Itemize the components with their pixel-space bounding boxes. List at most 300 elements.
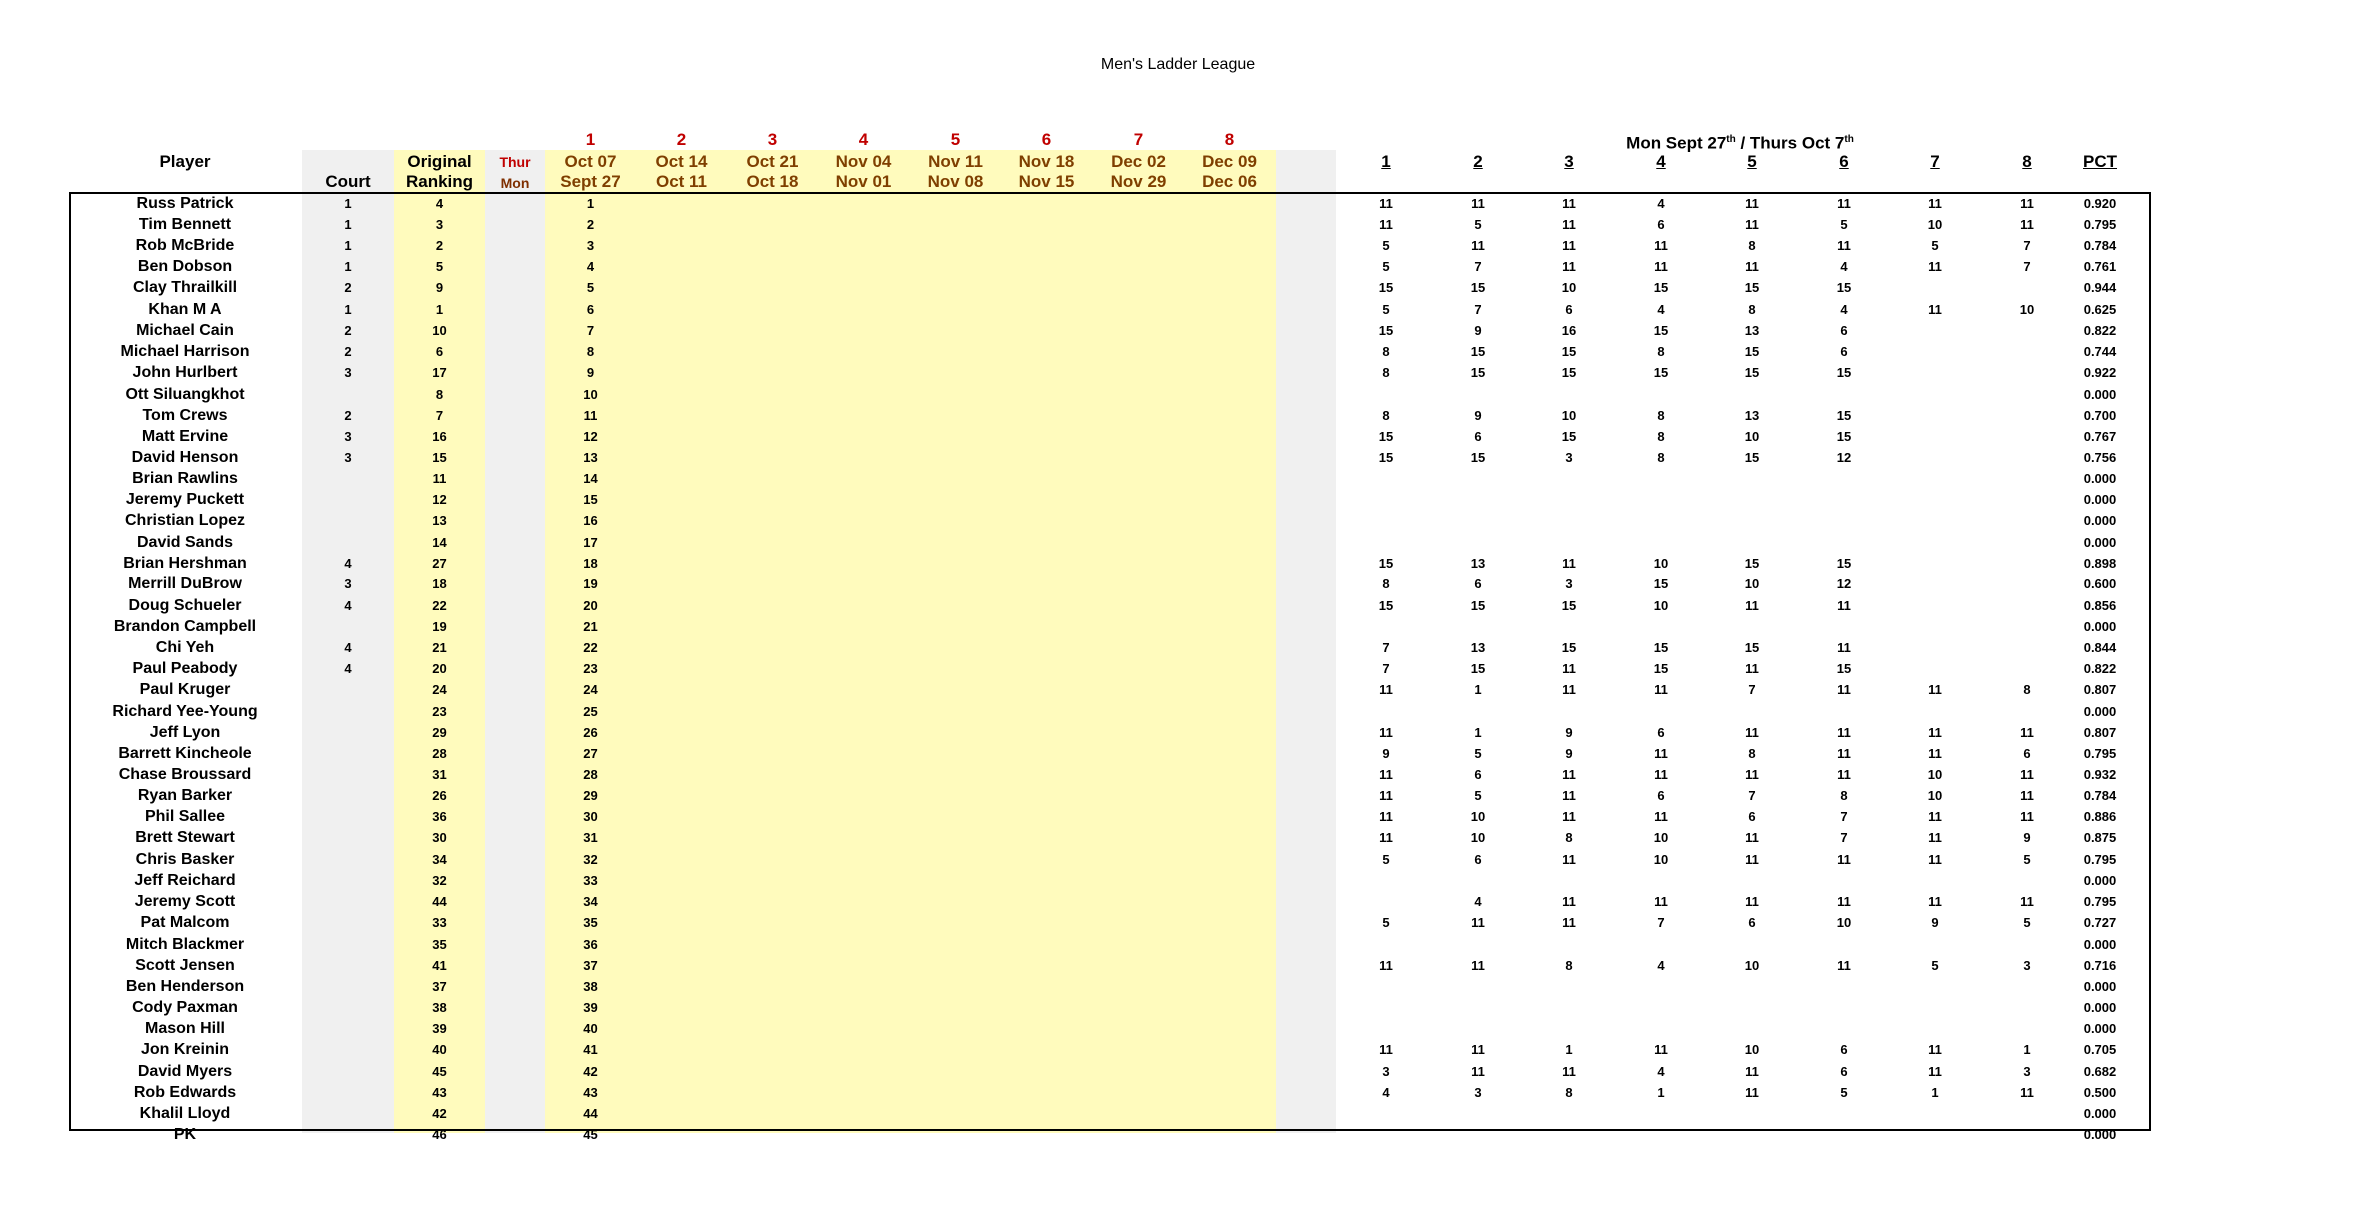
score-section-title: Mon Sept 27th / Thurs Oct 7th [1626, 133, 1854, 153]
score-cell: 11 [1654, 682, 1668, 697]
score-cell: 4 [1657, 302, 1665, 317]
score-cell: 5 [1382, 238, 1390, 253]
current-ranking-cell: 27 [583, 746, 598, 761]
court-cell: 2 [344, 280, 352, 295]
original-ranking-cell: 44 [432, 894, 447, 909]
table-row [0, 1061, 2356, 1082]
score-cell: 5 [1840, 1085, 1848, 1100]
score-cell: 3 [2023, 958, 2031, 973]
player-name: Jeff Reichard [134, 872, 236, 889]
original-ranking-cell: 26 [432, 788, 447, 803]
score-cell: 11 [1654, 767, 1668, 782]
week-mon-date-header: Dec 06 [1202, 172, 1257, 191]
pct-cell: 0.784 [2083, 788, 2117, 803]
score-cell: 6 [1657, 217, 1665, 232]
table-row [0, 595, 2356, 616]
table-row [0, 997, 2356, 1018]
score-cell: 11 [1471, 1064, 1485, 1079]
score-cell: 11 [1562, 238, 1576, 253]
current-ranking-cell: 11 [583, 408, 598, 423]
table-row [0, 341, 2356, 362]
player-name: Christian Lopez [124, 512, 245, 529]
current-ranking-cell: 8 [586, 344, 595, 359]
court-cell: 1 [344, 238, 352, 253]
pct-cell: 0.705 [2083, 1042, 2117, 1057]
week-number-header: 5 [950, 130, 961, 149]
score-cell: 6 [1840, 344, 1848, 359]
score-column-header: 8 [2022, 152, 2032, 171]
score-cell: 11 [1654, 259, 1668, 274]
score-cell: 6 [1748, 809, 1756, 824]
score-cell: 10 [1470, 830, 1486, 845]
pct-cell: 0.000 [2083, 535, 2117, 550]
score-cell: 3 [2023, 1064, 2031, 1079]
current-ranking-cell: 1 [586, 196, 595, 211]
court-cell: 4 [344, 640, 352, 655]
table-row [0, 489, 2356, 510]
current-ranking-cell: 21 [583, 619, 598, 634]
current-ranking-cell: 38 [583, 979, 598, 994]
table-row [0, 827, 2356, 848]
table-row [0, 553, 2356, 574]
score-cell: 15 [1378, 429, 1394, 444]
player-name: Jon Kreinin [140, 1041, 229, 1058]
player-name: Rob McBride [135, 237, 235, 254]
score-cell: 11 [1654, 746, 1668, 761]
score-cell: 15 [1561, 598, 1577, 613]
table-row [0, 849, 2356, 870]
table-row [0, 214, 2356, 235]
score-cell: 11 [1562, 767, 1576, 782]
current-ranking-cell: 39 [583, 1000, 598, 1015]
table-row [0, 658, 2356, 679]
court-cell: 3 [344, 450, 352, 465]
pct-cell: 0.000 [2083, 387, 2117, 402]
week-thur-date-header: Nov 11 [928, 152, 983, 171]
score-cell: 15 [1378, 556, 1394, 571]
pct-cell: 0.784 [2083, 238, 2117, 253]
player-name: Merrill DuBrow [128, 575, 242, 592]
player-header: Player [159, 152, 211, 171]
score-cell: 11 [2020, 894, 2034, 909]
score-cell: 13 [1470, 640, 1486, 655]
score-cell: 8 [1657, 450, 1665, 465]
score-cell: 15 [1653, 323, 1669, 338]
current-ranking-cell: 20 [583, 598, 598, 613]
pct-cell: 0.795 [2083, 746, 2117, 761]
table-row [0, 532, 2356, 553]
table-row [0, 785, 2356, 806]
player-name: Barrett Kincheole [118, 745, 252, 762]
player-name: Jeremy Puckett [125, 491, 245, 508]
score-cell: 11 [1745, 1085, 1759, 1100]
player-name: Matt Ervine [141, 428, 229, 445]
player-name: Paul Peabody [132, 660, 238, 677]
score-column-header: 1 [1381, 152, 1391, 171]
original-ranking-cell: 37 [432, 979, 447, 994]
current-ranking-cell: 30 [583, 809, 598, 824]
player-name: PK [173, 1126, 197, 1143]
week-thur-date-header: Oct 21 [746, 152, 799, 171]
original-ranking-cell: 23 [432, 704, 447, 719]
score-cell: 11 [1471, 196, 1485, 211]
score-cell: 4 [1657, 958, 1665, 973]
score-cell: 9 [1565, 746, 1573, 761]
original-ranking-cell: 21 [432, 640, 447, 655]
score-cell: 10 [1653, 852, 1669, 867]
current-ranking-cell: 33 [583, 873, 598, 888]
original-ranking-cell: 8 [435, 387, 444, 402]
score-cell: 6 [1474, 429, 1482, 444]
score-cell: 10 [1744, 429, 1760, 444]
score-cell: 10 [1927, 767, 1943, 782]
score-cell: 10 [1927, 217, 1943, 232]
week-mon-date-header: Nov 01 [835, 172, 892, 191]
score-cell: 11 [2020, 809, 2034, 824]
original-ranking-cell: 13 [432, 513, 447, 528]
score-cell: 15 [1378, 450, 1394, 465]
original-ranking-cell: 7 [435, 408, 444, 423]
court-cell: 1 [344, 259, 352, 274]
pct-cell: 0.875 [2083, 830, 2117, 845]
score-cell: 11 [1928, 1064, 1942, 1079]
score-cell: 5 [2023, 852, 2031, 867]
table-row [0, 891, 2356, 912]
score-cell: 8 [1382, 408, 1390, 423]
score-cell: 4 [1382, 1085, 1390, 1100]
player-name: Khalil Lloyd [139, 1105, 231, 1122]
score-cell: 11 [1928, 1042, 1942, 1057]
score-cell: 15 [1378, 280, 1394, 295]
score-cell: 5 [1840, 217, 1848, 232]
score-cell: 11 [1837, 640, 1851, 655]
score-cell: 11 [1654, 1042, 1668, 1057]
player-name: John Hurlbert [132, 364, 238, 381]
score-cell: 7 [2023, 259, 2031, 274]
player-name: Jeremy Scott [134, 893, 236, 910]
score-cell: 8 [1840, 788, 1848, 803]
score-column-header: 6 [1839, 152, 1849, 171]
original-ranking-cell: 17 [432, 365, 447, 380]
score-cell: 5 [1382, 852, 1390, 867]
thur-header: Thur [499, 154, 531, 170]
score-cell: 5 [2023, 915, 2031, 930]
score-cell: 3 [1565, 576, 1573, 591]
score-cell: 8 [1565, 958, 1573, 973]
table-row [0, 1103, 2356, 1124]
player-name: Brett Stewart [135, 829, 235, 846]
table-row [0, 912, 2356, 933]
score-cell: 11 [2020, 767, 2034, 782]
week-number-header: 7 [1133, 130, 1144, 149]
score-cell: 11 [1379, 958, 1393, 973]
score-cell: 9 [1474, 323, 1482, 338]
current-ranking-cell: 32 [583, 852, 598, 867]
current-ranking-cell: 28 [583, 767, 598, 782]
pct-cell: 0.898 [2083, 556, 2117, 571]
week-mon-date-header: Nov 15 [1018, 172, 1075, 191]
week-mon-date-header: Nov 08 [927, 172, 984, 191]
week-number-header: 2 [676, 130, 687, 149]
week-number-header: 3 [767, 130, 778, 149]
pct-cell: 0.767 [2083, 429, 2117, 444]
player-name: Richard Yee-Young [112, 703, 258, 720]
player-name: Cody Paxman [132, 999, 238, 1016]
player-name: Michael Harrison [120, 343, 250, 360]
player-name: Pat Malcom [140, 914, 230, 931]
score-cell: 11 [1928, 852, 1942, 867]
score-cell: 6 [1474, 576, 1482, 591]
current-ranking-cell: 3 [586, 238, 595, 253]
score-cell: 11 [1379, 788, 1393, 803]
original-ranking-cell: 10 [432, 323, 447, 338]
pct-cell: 0.500 [2083, 1085, 2117, 1100]
table-row [0, 679, 2356, 700]
score-cell: 10 [1836, 915, 1852, 930]
score-cell: 6 [2023, 746, 2031, 761]
score-cell: 9 [1474, 408, 1482, 423]
score-cell: 10 [1744, 576, 1760, 591]
score-cell: 11 [1654, 894, 1668, 909]
score-cell: 11 [1837, 746, 1851, 761]
score-cell: 11 [1379, 725, 1393, 740]
pct-cell: 0.000 [2083, 492, 2117, 507]
score-cell: 13 [1470, 556, 1486, 571]
score-cell: 8 [1748, 302, 1756, 317]
pct-cell: 0.756 [2083, 450, 2117, 465]
score-cell: 7 [1748, 788, 1756, 803]
table-row [0, 976, 2356, 997]
score-cell: 15 [1561, 344, 1577, 359]
court-cell: 2 [344, 323, 352, 338]
score-cell: 11 [1471, 915, 1485, 930]
original-ranking-cell: 2 [435, 238, 444, 253]
score-cell: 11 [1379, 767, 1393, 782]
pct-cell: 0.000 [2083, 937, 2117, 952]
pct-cell: 0.000 [2083, 471, 2117, 486]
week-thur-date-header: Oct 14 [655, 152, 708, 171]
score-cell: 11 [1562, 196, 1576, 211]
score-cell: 3 [1565, 450, 1573, 465]
original-ranking-cell: 42 [432, 1106, 447, 1121]
score-cell: 11 [2020, 725, 2034, 740]
score-cell: 4 [1657, 196, 1665, 211]
original-ranking-cell: 1 [435, 302, 444, 317]
score-cell: 11 [1562, 894, 1576, 909]
score-cell: 9 [1931, 915, 1939, 930]
table-row [0, 806, 2356, 827]
player-name: Brandon Campbell [113, 618, 257, 635]
table-row [0, 510, 2356, 531]
player-name: Khan M A [148, 301, 222, 318]
table-row [0, 870, 2356, 891]
table-row [0, 573, 2356, 594]
score-cell: 15 [1561, 640, 1577, 655]
score-cell: 11 [1379, 830, 1393, 845]
original-ranking-cell: 9 [435, 280, 444, 295]
score-cell: 11 [1562, 661, 1576, 676]
court-header: Court [325, 172, 371, 191]
original-ranking-cell: 11 [432, 471, 447, 486]
table-row [0, 468, 2356, 489]
score-cell: 15 [1470, 280, 1486, 295]
current-ranking-cell: 23 [583, 661, 598, 676]
table-row [0, 955, 2356, 976]
score-cell: 11 [1928, 302, 1942, 317]
player-name: Doug Schueler [128, 597, 242, 614]
score-cell: 7 [1382, 661, 1390, 676]
score-cell: 8 [1657, 408, 1665, 423]
current-ranking-cell: 35 [583, 915, 598, 930]
score-cell: 11 [1562, 852, 1576, 867]
original-ranking-cell: 3 [435, 217, 444, 232]
table-row [0, 256, 2356, 277]
score-cell: 8 [1565, 830, 1573, 845]
original-ranking-cell: 19 [432, 619, 447, 634]
week-thur-date-header: Oct 07 [564, 152, 617, 171]
table-row [0, 426, 2356, 447]
score-cell: 12 [1836, 450, 1852, 465]
player-name: Ben Dobson [137, 258, 233, 275]
table-row [0, 362, 2356, 383]
player-name: Russ Patrick [136, 195, 234, 212]
score-column-header: 3 [1564, 152, 1574, 171]
score-cell: 10 [1561, 408, 1577, 423]
score-cell: 7 [1474, 259, 1482, 274]
score-cell: 15 [1561, 365, 1577, 380]
score-cell: 15 [1470, 450, 1486, 465]
original-ranking-cell: 16 [432, 429, 447, 444]
score-cell: 15 [1378, 598, 1394, 613]
current-ranking-cell: 31 [583, 830, 598, 845]
score-cell: 11 [1928, 196, 1942, 211]
player-name: Rob Edwards [133, 1084, 237, 1101]
original-ranking-cell: 40 [432, 1042, 447, 1057]
score-cell: 11 [1562, 788, 1576, 803]
score-cell: 1 [1657, 1085, 1665, 1100]
original-ranking-cell: 34 [432, 852, 447, 867]
week-thur-date-header: Nov 18 [1018, 152, 1075, 171]
week-mon-date-header: Sept 27 [560, 172, 621, 191]
current-ranking-cell: 40 [583, 1021, 598, 1036]
court-cell: 1 [344, 302, 352, 317]
week-mon-date-header: Oct 11 [655, 172, 708, 191]
pct-cell: 0.682 [2083, 1064, 2117, 1079]
court-cell: 2 [344, 408, 352, 423]
player-name: Clay Thrailkill [132, 279, 238, 296]
original-ranking-cell: 36 [432, 809, 447, 824]
player-name: Chi Yeh [155, 639, 215, 656]
score-cell: 11 [1837, 238, 1851, 253]
score-cell: 6 [1748, 915, 1756, 930]
current-ranking-cell: 4 [586, 259, 595, 274]
score-cell: 8 [1382, 344, 1390, 359]
original-ranking-cell: 46 [432, 1127, 447, 1142]
pct-cell: 0.000 [2083, 1000, 2117, 1015]
original-ranking-cell: 4 [435, 196, 444, 211]
pct-cell: 0.822 [2083, 661, 2117, 676]
court-cell: 3 [344, 365, 352, 380]
player-name: David Sands [136, 534, 234, 551]
player-name: Paul Kruger [139, 681, 231, 698]
score-cell: 15 [1836, 556, 1852, 571]
score-cell: 10 [1470, 809, 1486, 824]
score-cell: 9 [1382, 746, 1390, 761]
week-number-header: 4 [858, 130, 869, 149]
current-ranking-cell: 41 [583, 1042, 598, 1057]
pct-cell: 0.744 [2083, 344, 2117, 359]
week-number-header: 8 [1224, 130, 1235, 149]
score-cell: 11 [2020, 1085, 2034, 1100]
court-cell: 4 [344, 661, 352, 676]
score-cell: 15 [1744, 556, 1760, 571]
original-header-line2: Ranking [405, 172, 474, 191]
player-name: David Henson [131, 449, 239, 466]
pct-cell: 0.922 [2083, 365, 2117, 380]
score-cell: 6 [1474, 767, 1482, 782]
score-cell: 3 [1474, 1085, 1482, 1100]
score-cell: 15 [1836, 429, 1852, 444]
score-cell: 7 [1840, 830, 1848, 845]
table-row [0, 235, 2356, 256]
score-cell: 3 [1382, 1064, 1390, 1079]
score-cell: 11 [1562, 1064, 1576, 1079]
original-ranking-cell: 30 [432, 830, 447, 845]
score-cell: 1 [1931, 1085, 1939, 1100]
player-name: Chris Basker [135, 851, 235, 868]
score-cell: 15 [1470, 661, 1486, 676]
score-column-header: 7 [1930, 152, 1940, 171]
score-cell: 5 [1474, 788, 1482, 803]
week-thur-date-header: Nov 04 [835, 152, 892, 171]
score-cell: 15 [1470, 598, 1486, 613]
score-cell: 15 [1836, 280, 1852, 295]
current-ranking-cell: 5 [586, 280, 595, 295]
pct-cell: 0.727 [2083, 915, 2117, 930]
pct-cell: 0.000 [2083, 1127, 2117, 1142]
court-cell: 4 [344, 556, 352, 571]
court-cell: 3 [344, 576, 352, 591]
player-name: Ott Siluangkhot [125, 386, 245, 403]
score-cell: 13 [1744, 408, 1760, 423]
score-cell: 10 [1653, 598, 1669, 613]
current-ranking-cell: 43 [583, 1085, 598, 1100]
player-name: Tom Crews [142, 407, 228, 424]
score-cell: 11 [1471, 1042, 1485, 1057]
pct-cell: 0.920 [2083, 196, 2117, 211]
score-cell: 11 [1745, 259, 1759, 274]
original-ranking-cell: 14 [432, 535, 447, 550]
current-ranking-cell: 42 [583, 1064, 598, 1079]
score-cell: 11 [2020, 788, 2034, 803]
score-cell: 15 [1744, 280, 1760, 295]
score-cell: 11 [2020, 196, 2034, 211]
table-row [0, 320, 2356, 341]
score-cell: 15 [1561, 429, 1577, 444]
original-ranking-cell: 28 [432, 746, 447, 761]
score-cell: 6 [1840, 1064, 1848, 1079]
current-ranking-cell: 7 [586, 323, 595, 338]
original-ranking-cell: 24 [432, 682, 447, 697]
score-cell: 11 [1562, 259, 1576, 274]
table-row [0, 193, 2356, 214]
score-cell: 10 [1653, 830, 1669, 845]
score-cell: 11 [1837, 725, 1851, 740]
score-cell: 15 [1653, 640, 1669, 655]
court-cell: 3 [344, 429, 352, 444]
score-cell: 15 [1470, 365, 1486, 380]
original-ranking-cell: 15 [432, 450, 447, 465]
